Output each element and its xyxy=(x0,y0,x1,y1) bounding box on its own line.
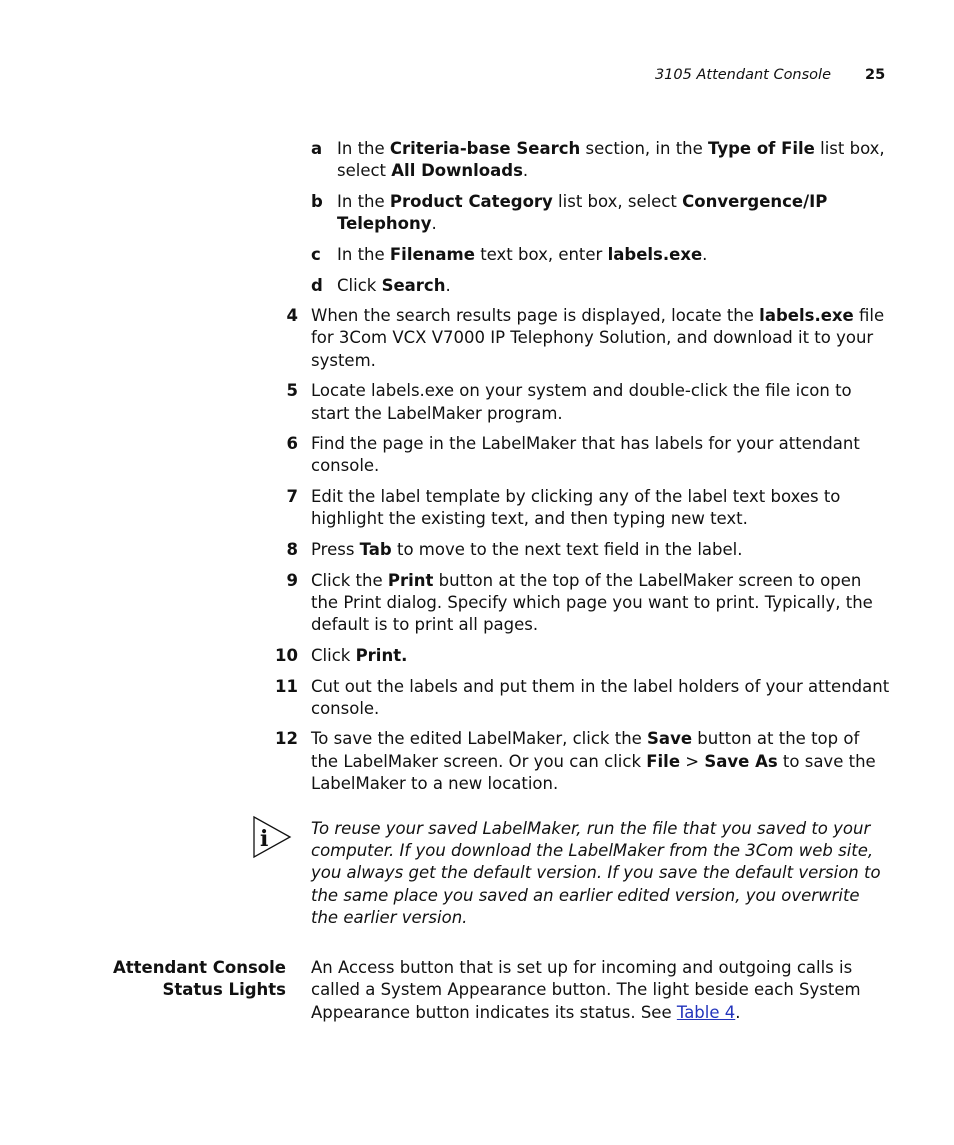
bold-term: Filename xyxy=(389,244,475,264)
substep-letter: c xyxy=(311,244,321,264)
text-run: Click the xyxy=(311,570,388,590)
section-heading xyxy=(80,957,286,1001)
text-run: section, in the xyxy=(580,139,709,158)
bold-term: Type of File xyxy=(708,139,815,158)
text-run: Edit the label template by clicking any of the label text boxes to highlight the existing text, and then typing new text. xyxy=(311,487,841,529)
substep-text xyxy=(337,138,892,182)
bold-term: All Downloads xyxy=(391,161,523,181)
step-number: 9 xyxy=(286,570,298,590)
step-4 xyxy=(0,305,954,372)
step-text xyxy=(311,676,891,720)
substep-b xyxy=(0,191,954,235)
section-body xyxy=(311,957,891,1024)
substep-letter: b xyxy=(311,191,323,211)
bold-term: Save xyxy=(647,729,693,749)
note-block xyxy=(0,818,954,929)
text-run: Press xyxy=(311,540,360,560)
bold-term: Product Category xyxy=(389,191,553,211)
text-run: . xyxy=(522,161,529,181)
text-run: . xyxy=(445,275,451,295)
text-run: > xyxy=(680,751,705,771)
bold-term: File xyxy=(646,751,681,771)
section-body-text: An Access button that is set up for incoming and outgoing calls is called a System Appearance button. The light beside each System Appearance button indicates its status. See xyxy=(311,958,861,1022)
text-run: In the xyxy=(337,244,390,264)
step-5 xyxy=(0,380,954,424)
step-text xyxy=(311,380,891,424)
step-6 xyxy=(0,433,954,477)
substep-letter: d xyxy=(311,275,323,295)
section-heading-line: Status Lights xyxy=(162,980,286,1000)
step-number: 10 xyxy=(275,645,298,665)
svg-text:i: i xyxy=(260,826,269,853)
page-content xyxy=(0,138,954,1024)
bold-term: Criteria-base Search xyxy=(389,139,581,158)
text-run: In the xyxy=(337,191,390,211)
step-text xyxy=(311,570,891,637)
substep-text xyxy=(337,244,892,266)
step-text xyxy=(311,486,891,530)
text-run: In the xyxy=(337,139,390,158)
step-12 xyxy=(0,728,954,795)
text-run: Click xyxy=(337,275,382,295)
header-title: 3105 Attendant Console xyxy=(654,67,831,83)
bold-term: Search xyxy=(381,275,446,295)
text-run: . xyxy=(431,214,437,234)
substep-text xyxy=(337,275,892,297)
text-run: . xyxy=(702,244,708,264)
substep-d xyxy=(0,275,954,297)
text-run: list box, select xyxy=(337,139,885,181)
text-run: Find the page in the LabelMaker that has labels for your attendant console. xyxy=(311,434,860,476)
step-text xyxy=(311,728,891,795)
text-run: text box, enter xyxy=(474,244,608,264)
note-text: To reuse your saved LabelMaker, run the file that you saved to your computer. If you download the LabelMaker from the 3Com web site, you always get the default version. If you save the default version to the same place you saved an earlier edited version, you overwrite the earlier version. xyxy=(311,819,881,927)
text-run: Click xyxy=(311,645,356,665)
bold-term: Tab xyxy=(359,540,392,560)
substep-a xyxy=(0,138,954,182)
step-7 xyxy=(0,486,954,530)
step-text xyxy=(311,433,891,477)
section-heading-line: Attendant Console xyxy=(112,958,286,978)
text-run: Locate labels.exe on your system and double-click the file icon to start the LabelMaker program. xyxy=(311,381,852,423)
bold-term: Print xyxy=(387,570,434,590)
step-number: 6 xyxy=(286,434,298,454)
step-number: 7 xyxy=(286,487,298,507)
step-10 xyxy=(0,645,954,667)
text-run: to save the LabelMaker to a new location. xyxy=(311,751,876,793)
page-number: 25 xyxy=(865,67,886,83)
bold-term: labels.exe xyxy=(759,306,854,326)
step-list xyxy=(0,305,954,795)
text-run: button at the top of the LabelMaker screen. Or you can click xyxy=(311,729,860,771)
bold-term: Print. xyxy=(355,645,408,665)
section-body-end: . xyxy=(735,1002,741,1022)
text-run: When the search results page is displayed, locate the xyxy=(311,306,760,326)
text-run: button at the top of the LabelMaker screen to open the Print dialog. Specify which page you want to print. Typically, the default is to print all pages. xyxy=(311,570,873,635)
bold-term: Convergence/IP Telephony xyxy=(337,191,828,234)
section-status-lights xyxy=(0,957,954,1024)
step-text xyxy=(311,305,891,372)
step-11 xyxy=(0,676,954,720)
text-run: Cut out the labels and put them in the label holders of your attendant console. xyxy=(311,676,890,718)
bold-term: labels.exe xyxy=(607,244,703,264)
step-number: 5 xyxy=(286,381,298,401)
step-number: 12 xyxy=(275,729,298,749)
substep-list xyxy=(0,138,954,297)
text-run: list box, select xyxy=(552,191,683,211)
text-run: file for 3Com VCX V7000 IP Telephony Solution, and download it to your system. xyxy=(311,306,885,370)
substep-c xyxy=(0,244,954,266)
substep-text xyxy=(337,191,892,235)
bold-term: Save As xyxy=(704,751,778,771)
step-number: 8 xyxy=(286,540,298,560)
text-run: To save the edited LabelMaker, click the xyxy=(311,729,648,749)
substep-letter: a xyxy=(311,139,323,158)
step-8 xyxy=(0,539,954,561)
step-9 xyxy=(0,570,954,637)
step-number: 4 xyxy=(286,306,298,326)
table-4-link[interactable]: Table 4 xyxy=(676,1002,736,1022)
step-number: 11 xyxy=(275,676,298,696)
step-text xyxy=(311,539,891,561)
page-header xyxy=(0,67,954,87)
text-run: to move to the next text field in the label. xyxy=(391,540,743,560)
info-icon xyxy=(252,815,292,859)
step-text xyxy=(311,645,891,667)
